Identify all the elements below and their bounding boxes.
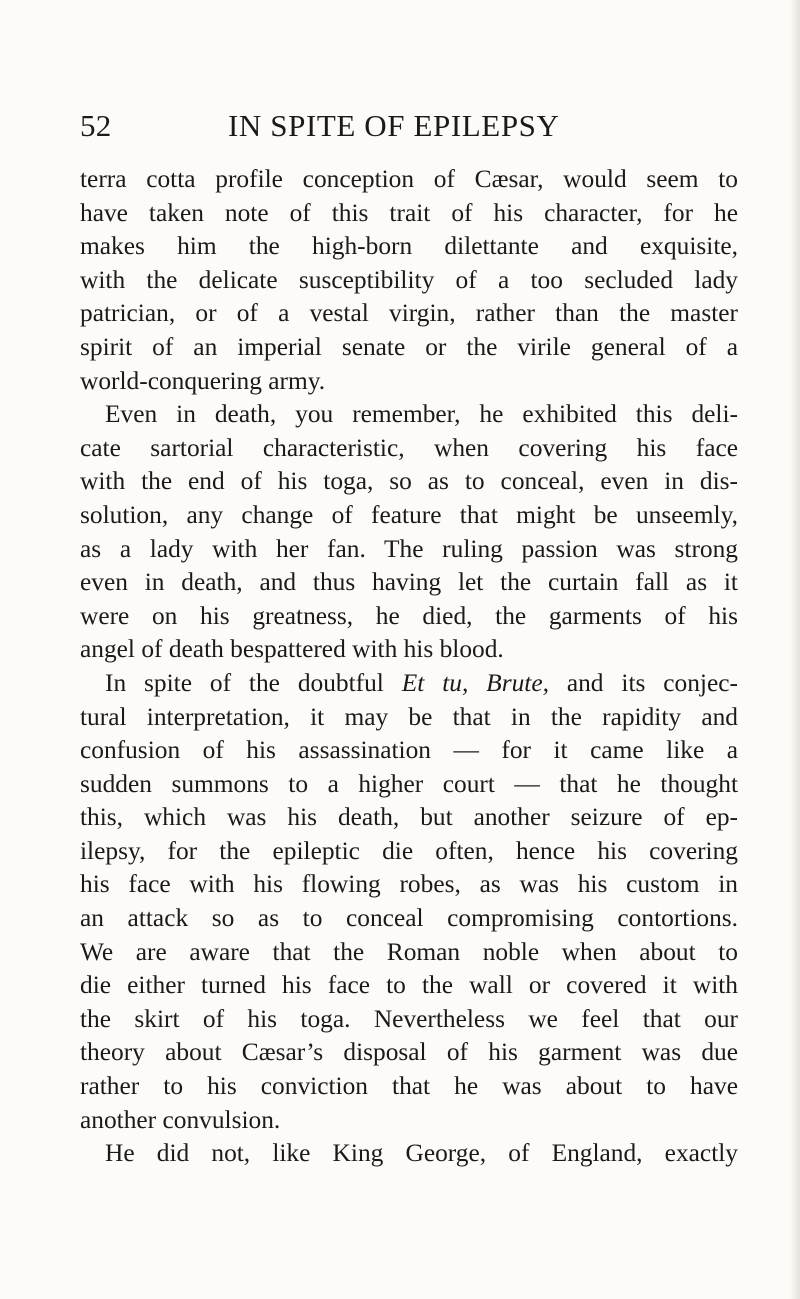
body-text	[80, 163, 738, 1171]
text-line: angel of death bespattered with his blood.	[80, 635, 504, 664]
text-line: theory about Cæsar’s disposal of his garment was due	[80, 1038, 738, 1067]
text-line: spirit of an imperial senate or the virile general of a	[80, 332, 738, 361]
text-line: even in death, and thus having let the curtain fall as it	[80, 568, 738, 597]
running-head	[80, 108, 740, 148]
italic-phrase: Et tu, Brute,	[401, 668, 549, 697]
text-line: his face with his flowing robes, as was his custom in	[80, 870, 738, 899]
text-line: with the end of his toga, so as to conceal, even in dis-	[80, 467, 738, 496]
text-line: die either turned his face to the wall or covered it with	[80, 971, 738, 1000]
text-line: rather to his conviction that he was about to have	[80, 1072, 738, 1101]
text-line: tural interpretation, it may be that in the rapidity and	[80, 702, 738, 731]
text-line: cate sartorial characteristic, when covering his face	[80, 433, 738, 462]
text-line: the skirt of his toga. Nevertheless we feel that our	[80, 1004, 738, 1033]
text-line: makes him the high-born dilettante and exquisite,	[80, 232, 738, 261]
text-line: We are aware that the Roman noble when about to	[80, 937, 738, 966]
text-line: have taken note of this trait of his character, for he	[80, 198, 738, 227]
text-line: confusion of his assassination — for it came like a	[80, 736, 738, 765]
text-line: world-conquering army.	[80, 366, 326, 395]
text-line: ilepsy, for the epileptic die often, hence his covering	[80, 836, 738, 865]
running-title: IN SPITE OF EPILEPSY	[228, 108, 560, 143]
text-line: He did not, like King George, of England, exactly	[105, 1139, 738, 1168]
text-line: were on his greatness, he died, the garments of his	[80, 601, 738, 630]
text-line: an attack so as to conceal compromising contortions.	[80, 904, 738, 933]
text-lead: In spite of the doubtful	[105, 668, 402, 697]
text-line: patrician, or of a vestal virgin, rather than the master	[80, 299, 738, 328]
text-line-with-italic	[80, 667, 738, 701]
page-number: 52	[80, 108, 112, 143]
text-line: terra cotta profile conception of Cæsar, would seem to	[80, 165, 738, 193]
page-edge-shadow	[790, 0, 800, 1299]
text-line: as a lady with her fan. The ruling passion was strong	[80, 534, 738, 563]
text-line: solution, any change of feature that might be unseemly,	[80, 500, 738, 529]
text-line: another convulsion.	[80, 1105, 281, 1134]
text-line: sudden summons to a higher court — that he thought	[80, 769, 738, 798]
text-line: with the delicate susceptibility of a too secluded lady	[80, 265, 738, 294]
text-tail: and its conjec-	[566, 668, 738, 697]
text-line: Even in death, you remember, he exhibited this deli-	[105, 400, 738, 429]
text-line: this, which was his death, but another seizure of ep-	[80, 803, 738, 832]
